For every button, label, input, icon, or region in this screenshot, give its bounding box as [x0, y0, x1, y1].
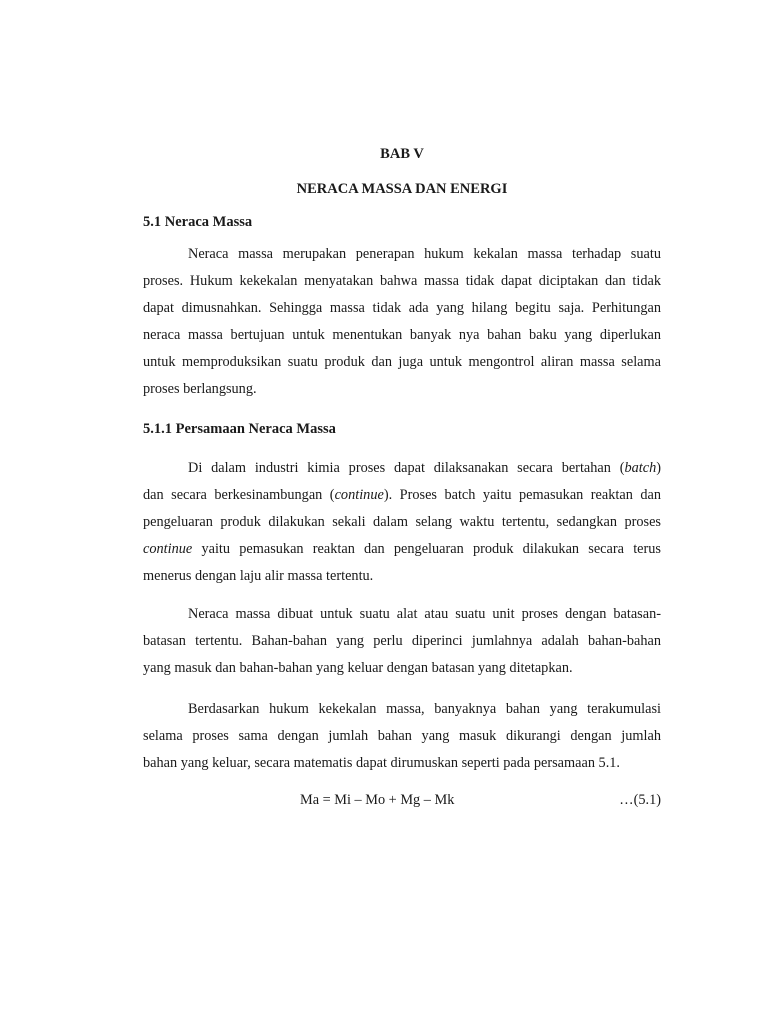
- paragraph-line: Berdasarkan hukum kekekalan massa, banyaknya bahan yang terakumulasi: [188, 701, 661, 717]
- paragraph-line: dapat dimusnahkan. Sehingga massa tidak ada yang hilang begitu saja. Perhitungan: [143, 300, 661, 316]
- text-run: yaitu pemasukan reaktan dan pengeluaran produk dilakukan secara terus: [192, 541, 661, 557]
- section-heading-5-1: 5.1 Neraca Massa: [143, 214, 253, 230]
- paragraph-kekekalan-massa: [143, 696, 661, 777]
- text-run: Di dalam industri kimia proses dapat dilaksanakan secara bertahan (: [188, 460, 625, 476]
- paragraph-line: pengeluaran produk dilakukan sekali dalam selang waktu tertentu, sedangkan proses: [143, 514, 661, 530]
- italic-term-batch: batch: [624, 460, 657, 476]
- paragraph-line: batasan tertentu. Bahan-bahan yang perlu diperinci jumlahnya adalah bahan-bahan: [143, 633, 661, 649]
- paragraph-line: selama proses sama dengan jumlah bahan yang masuk dikurangi dengan jumlah: [143, 728, 661, 744]
- chapter-title: NERACA MASSA DAN ENERGI: [296, 181, 508, 197]
- paragraph-neraca-massa: [143, 241, 661, 403]
- chapter-label: BAB V: [380, 146, 424, 162]
- italic-term-continue: continue: [334, 487, 384, 503]
- text-run: dan secara berkesinambungan (: [143, 487, 335, 503]
- italic-term-continue: continue: [143, 541, 193, 557]
- paragraph-batasan: [143, 601, 661, 682]
- paragraph-line: neraca massa bertujuan untuk menentukan banyak nya bahan baku yang diperlukan: [143, 327, 661, 343]
- paragraph-line: [143, 455, 661, 482]
- equation-number: …(5.1): [619, 792, 661, 808]
- paragraph-line: menerus dengan laju alir massa tertentu.: [143, 568, 374, 584]
- paragraph-line: [143, 482, 661, 509]
- paragraph-line: Neraca massa dibuat untuk suatu alat atau suatu unit proses dengan batasan-: [188, 606, 661, 622]
- section-heading-5-1-1: 5.1.1 Persamaan Neraca Massa: [143, 421, 336, 437]
- text-run: ). Proses batch yaitu pemasukan reaktan dan: [383, 487, 661, 503]
- paragraph-proses-industri: [143, 455, 661, 590]
- paragraph-line: bahan yang keluar, secara matematis dapat dirumuskan seperti pada persamaan 5.1.: [143, 755, 620, 771]
- paragraph-line: yang masuk dan bahan-bahan yang keluar dengan batasan yang ditetapkan.: [143, 660, 573, 676]
- equation-formula: Ma = Mi – Mo + Mg – Mk: [300, 792, 455, 808]
- paragraph-line: proses berlangsung.: [143, 381, 257, 397]
- text-run: ): [656, 460, 661, 476]
- paragraph-line: proses. Hukum kekekalan menyatakan bahwa massa tidak dapat diciptakan dan tidak: [143, 273, 661, 289]
- paragraph-line: untuk memproduksikan suatu produk dan juga untuk mengontrol aliran massa selama: [143, 354, 661, 370]
- paragraph-line: [143, 536, 661, 563]
- paragraph-line: Neraca massa merupakan penerapan hukum kekalan massa terhadap suatu: [188, 246, 661, 262]
- equation-5-1: [143, 792, 661, 814]
